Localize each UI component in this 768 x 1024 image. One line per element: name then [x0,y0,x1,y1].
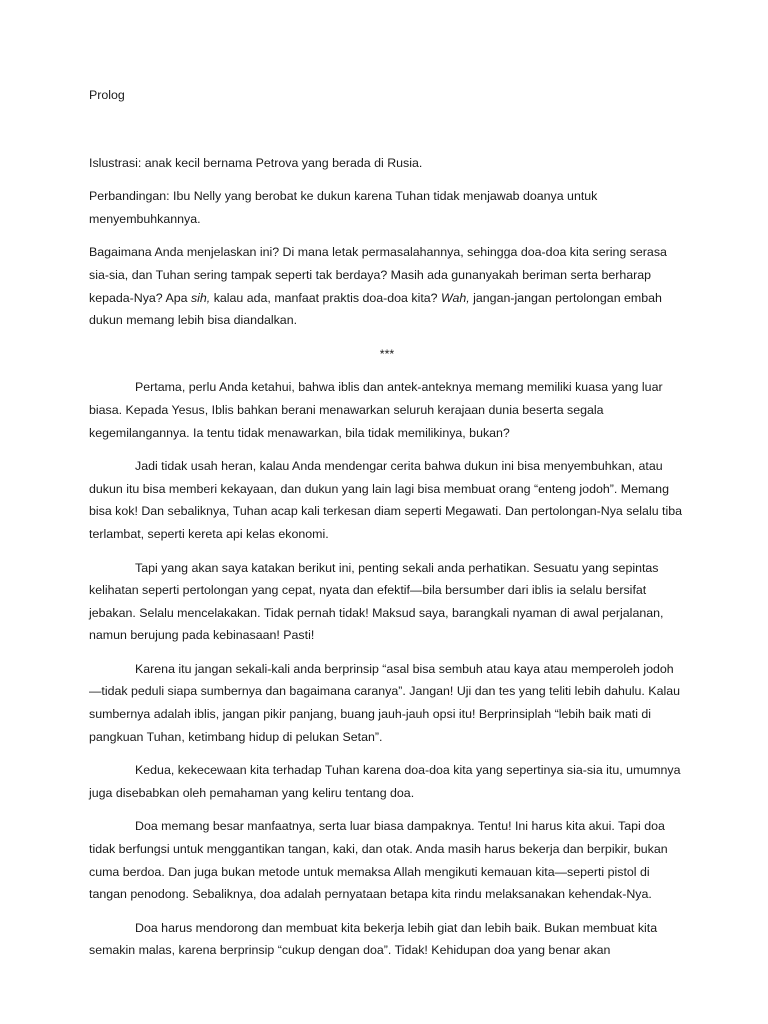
paragraph-kedua: Kedua, kekecewaan kita terhadap Tuhan karena doa-doa kita yang sepertinya sia-sia itu, umumnya juga disebabkan oleh pemahaman yang keliru tentang doa. [89,763,681,800]
paragraph-dukun: Jadi tidak usah heran, kalau Anda mendengar cerita bahwa dukun ini bisa menyembuhkan, atau dukun itu bisa memberi kekayaan, dan dukun yang lain lagi bisa membuat orang “enteng jodoh”. Memang bisa kok! Dan sebaliknya, Tuhan acap kali terkesan diam seperti Megawati. Dan pertolongan-Nya selalu tiba terlambat, seperti kereta api kelas ekonomi. [89,459,683,541]
document-title: Prolog [89,88,125,102]
intro-text-2: kalau ada, manfaat praktis doa-doa kita? [210,290,441,305]
paragraph-jebakan: Tapi yang akan saya katakan berikut ini, penting sekali anda perhatikan. Sesuatu yang sepintas kelihatan seperti pertolongan yang cepat, nyata dan efektif—bila bersumber dari iblis ia selalu bersifat jebakan. Selalu mencelakakan. Tidak pernah tidak! Maksud saya, barangkali nyaman di awal perjalanan, namun berujung pada kebinasaan! Pasti! [89,560,664,643]
paragraph-manfaat-doa: Doa memang besar manfaatnya, serta luar biasa dampaknya. Tentu! Ini harus kita akui. Tapi doa tidak berfungsi untuk menggantikan tangan, kaki, dan otak. Anda masih harus bekerja dan berpikir, bukan cuma berdoa. Dan juga bukan metode untuk memaksa Allah mengikuti kemauan kita—seperti pistol di tangan penodong. Sebaliknya, doa adalah pernyataan betapa kita rindu melaksanakan kehendak-Nya. [89,819,668,902]
document-page [89,84,685,973]
intro-paragraph [89,241,685,331]
intro-emphasis-wah: Wah, [441,290,470,305]
intro-text-3: jangan-jangan pertolongan embah dukun memang lebih bisa diandalkan. [89,290,662,328]
paragraph-prinsip: Karena itu jangan sekali-kali anda berprinsip “asal bisa sembuh atau kaya atau memperoleh jodoh—tidak peduli siapa sumbernya dan bagaimana caranya”. Jangan! Uji dan tes yang teliti lebih dahulu. Kalau sumbernya adalah iblis, jangan pikir panjang, buang jauh-jauh opsi itu! Berprinsiplah “lebih baik mati di pangkuan Tuhan, ketimbang hidup di pelukan Setan”. [89,661,680,744]
section-separator: *** [379,346,395,361]
intro-emphasis-sih: sih, [190,290,211,305]
perbandingan-paragraph: Perbandingan: Ibu Nelly yang berobat ke dukun karena Tuhan tidak menjawab doanya untuk menyembuhkannya. [89,189,598,226]
paragraph-mendorong: Doa harus mendorong dan membuat kita bekerja lebih giat dan lebih baik. Bukan membuat kita semakin malas, karena berprinsip “cukup dengan doa”. Tidak! Kehidupan doa yang benar akan [89,920,658,958]
paragraph-pertama: Pertama, perlu Anda ketahui, bahwa iblis dan antek-anteknya memang memiliki kuasa yang luar biasa. Kepada Yesus, Iblis bahkan berani menawarkan seluruh kerajaan dunia beserta segala kegemilangannya. Ia tentu tidak menawarkan, bila tidak memilikinya, bukan? [89,380,663,440]
ilustrasi-paragraph: Islustrasi: anak kecil bernama Petrova yang berada di Rusia. [89,155,423,170]
intro-text-1: Bagaimana Anda menjelaskan ini? Di mana letak permasalahannya, sehingga doa-doa kita sering serasa sia-sia, dan Tuhan sering tampak seperti tak berdaya? Masih ada gunanyakah beriman serta berharap kepada-Nya? Apa [89,245,667,305]
